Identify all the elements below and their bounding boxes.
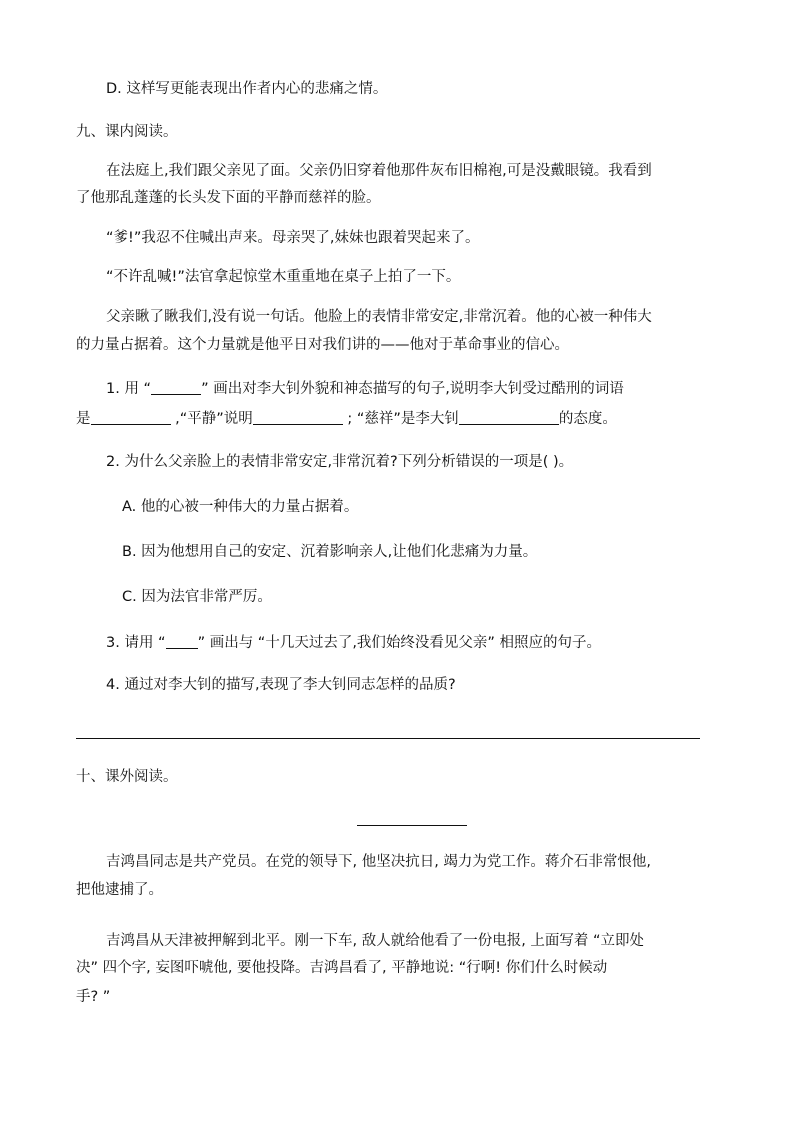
answer-blank-kind-attitude[interactable] xyxy=(459,410,559,425)
section-10-paragraph-2-line-1: 吉鸿昌从天津被押解到北平。刚一下车, 敌人就给他看了一份电报, 上面写着 “立即处 xyxy=(106,933,645,949)
section-10-paragraph-1-line-2: 把他逮捕了。 xyxy=(76,882,163,898)
question-3-text-b: ” 画出与 “十几天过去了,我们始终没看见父亲” 相照应的句子。 xyxy=(197,635,602,651)
question-3-text-a: 3. 请用 “ xyxy=(106,635,166,651)
underline-sample-blank xyxy=(151,380,201,395)
question-2-option-c: C. 因为法官非常严厉。 xyxy=(122,589,272,605)
answer-blank-torture-words[interactable] xyxy=(91,410,171,425)
section-10-paragraph-1-line-1: 吉鸿昌同志是共产党员。在党的领导下, 他坚决抗日, 竭力为党工作。蒋介石非常恨他, xyxy=(106,854,652,870)
section-9-paragraph-4-line-2: 的力量占据着。这个力量就是他平日对我们讲的——他对于革命事业的信心。 xyxy=(76,337,569,353)
section-9-paragraph-1-line-2: 了他那乱蓬蓬的长头发下面的平静而慈祥的脸。 xyxy=(76,190,381,206)
section-9-paragraph-2: “爹!”我忍不住喊出声来。母亲哭了,妹妹也跟着哭起来了。 xyxy=(106,230,480,246)
option-d: D. 这样写更能表现出作者内心的悲痛之情。 xyxy=(106,81,388,97)
question-1-text-b: ” 画出对李大钊外貌和神态描写的句子,说明李大钊受过酷刑的词语 xyxy=(201,381,624,397)
question-1-text-f: 的态度。 xyxy=(558,411,617,427)
question-1-text-e: ; “慈祥”是李大钊 xyxy=(342,411,459,427)
answer-blank-calm-meaning[interactable] xyxy=(253,410,343,425)
question-1-text-a: 1. 用 “ xyxy=(106,381,152,397)
question-1-line-1 xyxy=(106,380,624,397)
question-3 xyxy=(106,634,601,651)
section-10-paragraph-2-line-2: 决” 四个字, 妄图吓唬他, 要他投降。吉鸿昌看了, 平静地说: “行啊! 你们什么时候动 xyxy=(76,960,608,976)
underline-sample-blank-q3 xyxy=(166,634,198,649)
section-10-paragraph-2-line-3: 手? ” xyxy=(76,989,111,1005)
section-9-paragraph-4-line-1: 父亲瞅了瞅我们,没有说一句话。他脸上的表情非常安定,非常沉着。他的心被一种伟大 xyxy=(106,309,652,325)
question-1-text-c: 是 xyxy=(76,411,91,427)
question-2-option-b: B. 因为他想用自己的安定、沉着影响亲人,让他们化悲痛为力量。 xyxy=(122,544,538,560)
section-10-heading: 十、课外阅读。 xyxy=(76,769,178,785)
answer-line-question-4[interactable] xyxy=(76,738,700,739)
section-9-heading: 九、课内阅读。 xyxy=(76,124,178,140)
question-2-stem: 2. 为什么父亲脸上的表情非常安定,非常沉着?下列分析错误的一项是( )。 xyxy=(106,454,574,470)
question-1-text-d: ,“平静”说明 xyxy=(170,411,253,427)
title-blank-line[interactable] xyxy=(357,825,467,826)
question-2-option-a: A. 他的心被一种伟大的力量占据着。 xyxy=(122,499,359,515)
question-1-line-2 xyxy=(76,410,617,427)
section-9-paragraph-3: “不许乱喊!”法官拿起惊堂木重重地在桌子上拍了一下。 xyxy=(106,269,461,285)
question-4: 4. 通过对李大钊的描写,表现了李大钊同志怎样的品质? xyxy=(106,677,456,693)
section-9-paragraph-1-line-1: 在法庭上,我们跟父亲见了面。父亲仍旧穿着他那件灰布旧棉袍,可是没戴眼镜。我看到 xyxy=(106,163,652,179)
